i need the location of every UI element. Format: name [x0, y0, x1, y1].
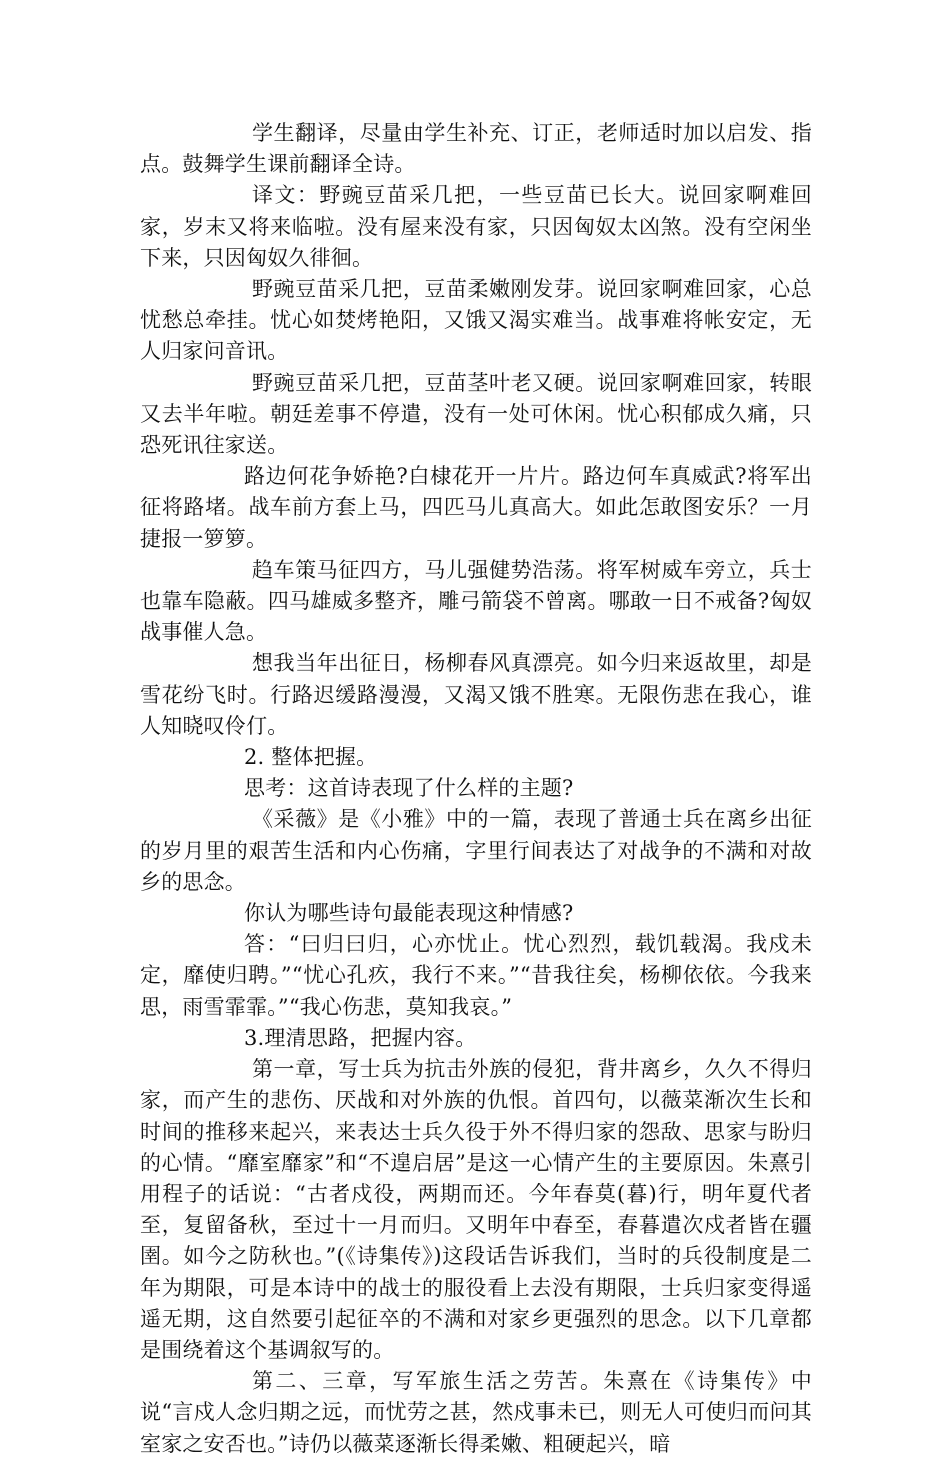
paragraph: 学生翻译，尽量由学生补充、订正，老师适时加以启发、指点。鼓舞学生课前翻译全诗。	[140, 121, 812, 177]
section-heading: 2. 整体把握。	[244, 745, 378, 770]
document-body	[140, 118, 812, 1460]
paragraph: 趋车策马征四方，马儿强健势浩荡。将军树威车旁立，兵士也靠车隐蔽。四马雄威多整齐，雕弓箭袋不曾离。哪敢一日不戒备?匈奴战事催人急。	[140, 557, 812, 645]
section-heading: 3.理清思路，把握内容。	[244, 1025, 477, 1050]
paragraph: 路边何花争娇艳?白棣花开一片片。路边何车真威武?将军出征将路堵。战车前方套上马，四匹马儿真高大。如此怎敢图安乐？一月捷报一箩箩。	[140, 464, 812, 551]
paragraph: 野豌豆苗采几把，豆苗茎叶老又硬。说回家啊难回家，转眼又去半年啦。朝廷差事不停遣，没有一处可休闲。忧心积郁成久痛，只恐死讯往家送。	[140, 370, 812, 458]
paragraph: 想我当年出征日，杨柳春风真漂亮。如今归来返故里，却是雪花纷飞时。行路迟缓路漫漫，又渴又饿不胜寒。无限伤悲在我心，谁人知晓叹伶仃。	[140, 651, 812, 738]
paragraph: 第二、三章，写军旅生活之劳苦。朱熹在《诗集传》中说“言戍人念归期之远，而忧劳之甚，然戍事未已，则无人可使归而问其室家之安否也。”诗仍以薇菜逐渐长得柔嫩、粗硬起兴，暗	[140, 1369, 812, 1456]
paragraph: 第一章，写士兵为抗击外族的侵犯，背井离乡，久久不得归家，而产生的悲伤、厌战和对外族的仇恨。首四句，以薇菜渐次生长和时间的推移来起兴，来表达士兵久役于外不得归家的怨敌、思家与盼归的心情。“靡室靡家”和“不遑启居”是这一心情产生的主要原因。朱熹引用程子的话说：“古者戍役，两期而还。今年春莫(暮)行，明年夏代者至，复留备秋，至过十一月而归。又明年中春至，春暮遣次戍者皆在疆圉。如今之防秋也。”(《诗集传》)这段话告诉我们，当时的兵役制度是二年为期限，可是本诗中的战士的服役看上去没有期限，士兵归家变得遥遥无期，这自然要引起征卒的不满和对家乡更强烈的思念。以下几章都是围绕着这个基调叙写的。	[140, 1057, 812, 1362]
paragraph: 思考：这首诗表现了什么样的主题?	[244, 776, 574, 801]
paragraph: 《采薇》是《小雅》中的一篇，表现了普通士兵在离乡出征的岁月里的艰苦生活和内心伤痛，字里行间表达了对战争的不满和对故乡的思念。	[140, 807, 812, 894]
paragraph: 译文：野豌豆苗采几把，一些豆苗已长大。说回家啊难回家，岁末又将来临啦。没有屋来没有家，只因匈奴太凶煞。没有空闲坐下来，只因匈奴久徘徊。	[140, 183, 812, 270]
paragraph: 你认为哪些诗句最能表现这种情感?	[244, 901, 574, 926]
paragraph: 答：“曰归曰归，心亦忧止。忧心烈烈，载饥载渴。我戍未定，靡使归聘。”“忧心孔疚，我行不来。”“昔我往矣，杨柳依依。今我来思，雨雪霏霏。”“我心伤悲，莫知我哀。”	[140, 932, 812, 1019]
paragraph: 野豌豆苗采几把，豆苗柔嫩刚发芽。说回家啊难回家，心总忧愁总牵挂。忧心如焚烤艳阳，又饿又渴实难当。战事难将帐安定，无人归家问音讯。	[140, 277, 812, 364]
